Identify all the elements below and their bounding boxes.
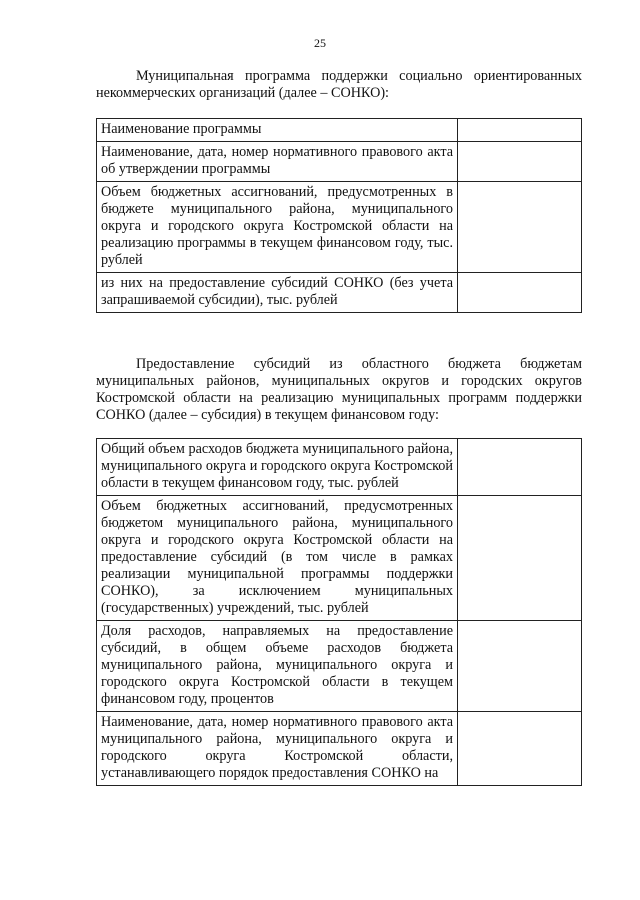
row-label: Наименование, дата, номер нормативного правового акта муниципального района, муниципального округа и городского округа Костромской области, устанавливающего порядок предоставления СОНКО на — [97, 712, 458, 786]
program-intro-paragraph: Муниципальная программа поддержки социально ориентированных некоммерческих организаций (далее – СОНКО): — [96, 68, 582, 101]
row-value — [458, 273, 582, 313]
table-row — [97, 182, 582, 273]
row-label: Объем бюджетных ассигнований, предусмотренных в бюджете муниципального района, муниципального округа и городского округа Костромской области на реализацию программы в текущем финансовом году, тыс. рублей — [97, 182, 458, 273]
row-label: Наименование программы — [97, 119, 458, 142]
row-value — [458, 182, 582, 273]
table-row — [97, 273, 582, 313]
row-value — [458, 621, 582, 712]
row-label: Доля расходов, направляемых на предоставление субсидий, в общем объеме расходов бюджета муниципального района, муниципального округа и городского округа Костромской области в текущем финансовом году, процентов — [97, 621, 458, 712]
program-table — [96, 118, 582, 313]
page-number: 25 — [314, 36, 326, 50]
row-value — [458, 119, 582, 142]
row-label: из них на предоставление субсидий СОНКО (без учета запрашиваемой субсидии), тыс. рублей — [97, 273, 458, 313]
subsidy-intro-paragraph: Предоставление субсидий из областного бюджета бюджетам муниципальных районов, муниципальных округов и городских округов Костромской области на реализацию муниципальных программ поддержки СОНКО (далее – субсидия) в текущем финансовом году: — [96, 356, 582, 423]
row-value — [458, 142, 582, 182]
table-row — [97, 142, 582, 182]
row-label: Наименование, дата, номер нормативного правового акта об утверждении программы — [97, 142, 458, 182]
table-row — [97, 712, 582, 786]
row-label: Общий объем расходов бюджета муниципального района, муниципального округа и городского округа Костромской области в текущем финансовом году, тыс. рублей — [97, 439, 458, 496]
table-row — [97, 439, 582, 496]
row-label: Объем бюджетных ассигнований, предусмотренных бюджетом муниципального района, муниципального округа и городского округа Костромской области на предоставление субсидий (в том числе в рамках реализации муниципальной программы поддержки СОНКО), за исключением муниципальных (государственных) учреждений, тыс. рублей — [97, 496, 458, 621]
subsidy-table — [96, 438, 582, 786]
page-bottom-margin — [96, 838, 586, 900]
row-value — [458, 439, 582, 496]
table-row — [97, 621, 582, 712]
table-row — [97, 496, 582, 621]
row-value — [458, 712, 582, 786]
row-value — [458, 496, 582, 621]
table-row — [97, 119, 582, 142]
